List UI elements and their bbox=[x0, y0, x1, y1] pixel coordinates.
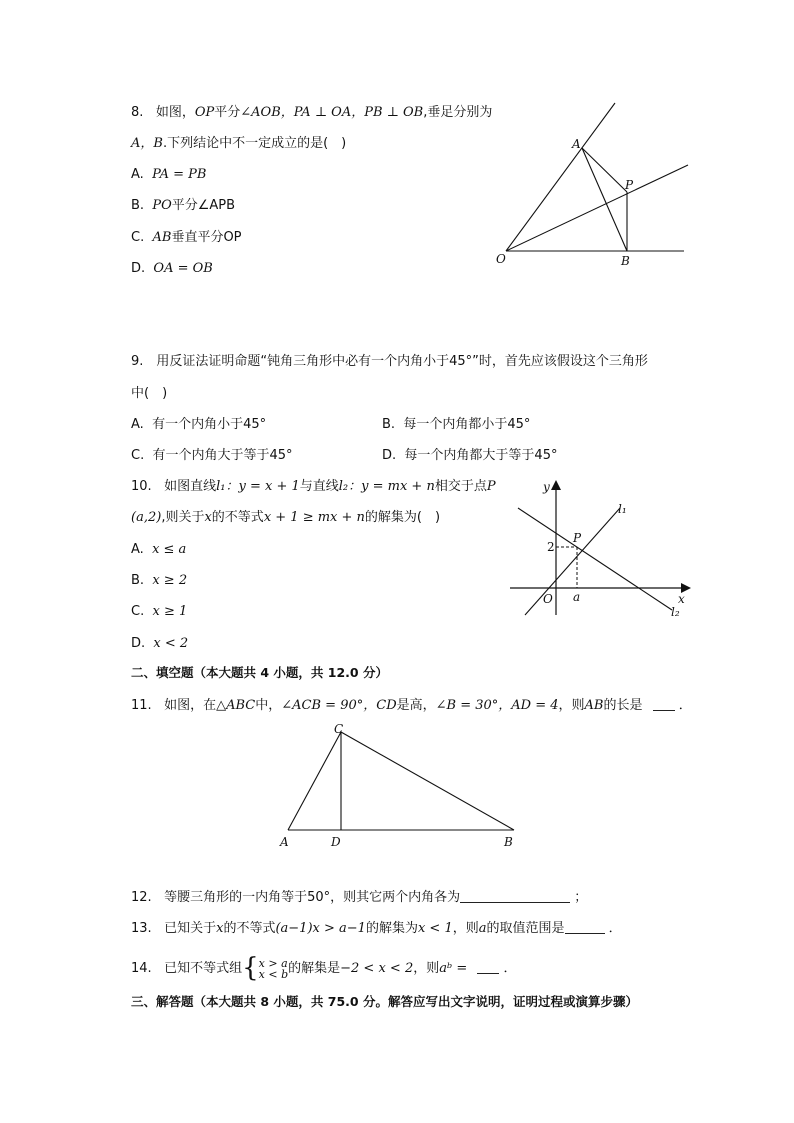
option-label: A. bbox=[131, 417, 144, 432]
q14-math-ab: aᵇ = bbox=[439, 961, 468, 976]
label-a: a bbox=[573, 590, 581, 604]
q8-math-ab: A，B bbox=[131, 136, 163, 151]
option-label: B. bbox=[382, 417, 396, 432]
ray-op bbox=[506, 165, 688, 251]
q10-math-l1: l₁：y = x + 1 bbox=[216, 479, 300, 494]
q13-number: 13. bbox=[131, 921, 152, 936]
q10-text-e: 的不等式 bbox=[211, 510, 264, 525]
option-text: 有一个内角小于45° bbox=[152, 417, 267, 432]
q13-text-a: 已知关于 bbox=[164, 921, 217, 936]
q11-math-b: ∠B = 30°，AD = 4 bbox=[435, 698, 559, 713]
q13-text-b: 的不等式 bbox=[223, 921, 276, 936]
q13-end: ． bbox=[608, 921, 622, 936]
label-o: O bbox=[496, 252, 506, 266]
q14-text-c: ，则 bbox=[413, 961, 440, 976]
q8-option-a[interactable] bbox=[131, 166, 206, 184]
option-text: 每一个内角都大于等于45° bbox=[404, 448, 558, 463]
option-label: C. bbox=[131, 604, 145, 619]
q11-end: ． bbox=[678, 698, 692, 713]
q12-end: ； bbox=[574, 890, 588, 905]
q11-answer-blank[interactable] bbox=[653, 697, 675, 711]
q9-option-b[interactable] bbox=[382, 416, 530, 434]
label-o: O bbox=[543, 592, 553, 606]
option-math: AB bbox=[152, 230, 172, 245]
label-p: P bbox=[573, 531, 582, 545]
q14-number: 14. bbox=[131, 961, 152, 976]
q10-text-c: 相交于点 bbox=[434, 479, 487, 494]
option-label: D. bbox=[382, 448, 397, 463]
q11-math-ab: AB bbox=[584, 698, 604, 713]
q8-text-b: 平分 bbox=[214, 105, 241, 120]
q10-math-l2: l₂：y = mx + n bbox=[338, 479, 435, 494]
q8-figure bbox=[490, 100, 700, 270]
label-d: D bbox=[331, 835, 341, 849]
q8-math-cond: ∠AOB，PA ⊥ OA，PB ⊥ OB bbox=[240, 105, 424, 120]
q13-math-x: x bbox=[216, 921, 224, 936]
q13-answer-blank[interactable] bbox=[565, 920, 605, 934]
q9-stem-line2: 中( ) bbox=[131, 386, 168, 401]
q8-option-c[interactable] bbox=[131, 229, 242, 247]
q11-stem bbox=[131, 697, 692, 715]
label-p: P bbox=[625, 178, 634, 192]
q10-option-c[interactable] bbox=[131, 603, 187, 621]
option-math: x ≥ 2 bbox=[152, 573, 188, 588]
option-label: D. bbox=[131, 636, 146, 651]
label-b: B bbox=[621, 254, 630, 268]
q10-number: 10. bbox=[131, 479, 152, 494]
q14-end: ． bbox=[503, 961, 517, 976]
q10-figure bbox=[505, 475, 695, 625]
brace-symbol: { bbox=[242, 953, 259, 983]
option-label: D. bbox=[131, 261, 146, 276]
q14-math-sol: −2 < x < 2 bbox=[340, 961, 414, 976]
q10-text-f: 的解集为( ) bbox=[364, 510, 441, 525]
q8-option-d[interactable] bbox=[131, 260, 213, 278]
q13-math-sol: x < 1 bbox=[417, 921, 453, 936]
section-solutions: 三、解答题（本大题共 8 小题，共 75.0 分。解答应写出文字说明，证明过程或演算步骤） bbox=[131, 994, 638, 1009]
label-a: A bbox=[280, 835, 289, 849]
q8-math-op: OP bbox=[194, 105, 215, 120]
q9-stem-line1: 9. 用反证法证明命题“钝角三角形中必有一个内角小于45°”时，首先应该假设这个三角形 bbox=[131, 354, 648, 369]
option-text: 平分∠APB bbox=[171, 198, 236, 213]
q8-stem-line1 bbox=[131, 104, 492, 122]
label-two: 2 bbox=[547, 540, 555, 554]
option-label: C. bbox=[131, 230, 145, 245]
q10-option-d[interactable] bbox=[131, 635, 188, 653]
option-math: x < 2 bbox=[153, 636, 189, 651]
q10-stem-line1 bbox=[131, 478, 496, 496]
option-label: B. bbox=[131, 198, 145, 213]
q13-stem bbox=[131, 920, 622, 938]
q9-option-d[interactable] bbox=[382, 447, 557, 465]
q12-number: 12. bbox=[131, 890, 152, 905]
label-y: y bbox=[543, 480, 550, 494]
q8-option-b[interactable] bbox=[131, 197, 235, 215]
q9-option-a[interactable] bbox=[131, 416, 266, 434]
label-a: A bbox=[572, 137, 581, 151]
y-axis-arrow bbox=[551, 480, 561, 490]
q13-math-ineq: (a−1)x > a−1 bbox=[275, 921, 366, 936]
q14-system bbox=[259, 958, 288, 980]
option-math: x ≤ a bbox=[152, 542, 187, 557]
option-text: 每一个内角都小于45° bbox=[403, 417, 531, 432]
q14-sys-line1: x > a bbox=[258, 956, 288, 970]
q10-math-ineq: x + 1 ≥ mx + n bbox=[263, 510, 365, 525]
q14-stem bbox=[131, 953, 517, 983]
option-text: 垂直平分OP bbox=[171, 230, 242, 245]
q10-math-x: x bbox=[204, 510, 212, 525]
q10-option-b[interactable] bbox=[131, 572, 187, 590]
label-x: x bbox=[678, 592, 685, 606]
ray-oa bbox=[506, 103, 615, 251]
q12-stem bbox=[131, 889, 587, 907]
q14-answer-blank[interactable] bbox=[477, 960, 499, 974]
label-b: B bbox=[504, 835, 513, 849]
q11-text-b: 中， bbox=[255, 698, 282, 713]
label-l1: l₁ bbox=[618, 502, 627, 516]
q8-number: 8. bbox=[131, 105, 144, 120]
q12-text: 等腰三角形的一内角等于50°，则其它两个内角各为 bbox=[164, 890, 461, 905]
q8-stem-line2 bbox=[131, 135, 346, 153]
option-math: PA = PB bbox=[152, 167, 207, 182]
side-ac bbox=[288, 732, 341, 830]
q12-answer-blank[interactable] bbox=[460, 889, 570, 903]
option-label: A. bbox=[131, 167, 144, 182]
option-label: A. bbox=[131, 542, 144, 557]
q11-figure bbox=[276, 720, 526, 855]
q13-text-d: ，则 bbox=[452, 921, 479, 936]
q14-text-a: 已知不等式组 bbox=[164, 961, 243, 976]
option-label: B. bbox=[131, 573, 145, 588]
q13-text-c: 的解集为 bbox=[365, 921, 418, 936]
q10-math-point: (a,2) bbox=[131, 510, 162, 525]
q8-question-text: .下列结论中不一定成立的是( ) bbox=[162, 136, 347, 151]
q8-text-c: ,垂足分别为 bbox=[423, 105, 493, 120]
side-cb bbox=[341, 732, 514, 830]
q14-sys-line2: x < b bbox=[258, 967, 289, 981]
q11-text-c: 是高， bbox=[396, 698, 436, 713]
q11-text-e: 的长是 bbox=[603, 698, 643, 713]
q11-number: 11. bbox=[131, 698, 152, 713]
q10-text-a: 如图直线 bbox=[164, 479, 217, 494]
q10-stem-line2 bbox=[131, 509, 440, 527]
q10-text-d: ,则关于 bbox=[161, 510, 205, 525]
label-l2: l₂ bbox=[671, 605, 680, 619]
q8-text-a: 如图， bbox=[155, 105, 195, 120]
segment-pa bbox=[582, 148, 627, 192]
q13-math-a: a bbox=[478, 921, 487, 936]
q11-math-triangle: △ABC bbox=[216, 698, 256, 713]
q13-text-e: 的取值范围是 bbox=[486, 921, 565, 936]
q10-text-b: 与直线 bbox=[299, 479, 339, 494]
q11-text-a: 如图，在 bbox=[164, 698, 217, 713]
q11-math-acb: ∠ACB = 90°，CD bbox=[281, 698, 397, 713]
line-l2 bbox=[518, 508, 672, 610]
label-c: C bbox=[334, 722, 344, 736]
option-math: PO bbox=[152, 198, 172, 213]
q10-math-p: P bbox=[486, 479, 496, 494]
q9-option-c[interactable] bbox=[131, 447, 293, 465]
q10-option-a[interactable] bbox=[131, 541, 186, 559]
option-text: 有一个内角大于等于45° bbox=[152, 448, 293, 463]
q14-text-b: 的解集是 bbox=[288, 961, 341, 976]
segment-ab bbox=[582, 148, 627, 251]
option-math: OA = OB bbox=[153, 261, 213, 276]
option-label: C. bbox=[131, 448, 145, 463]
section-fill-in: 二、填空题（本大题共 4 小题，共 12.0 分） bbox=[131, 665, 388, 680]
q11-text-d: ，则 bbox=[558, 698, 585, 713]
option-math: x ≥ 1 bbox=[152, 604, 188, 619]
